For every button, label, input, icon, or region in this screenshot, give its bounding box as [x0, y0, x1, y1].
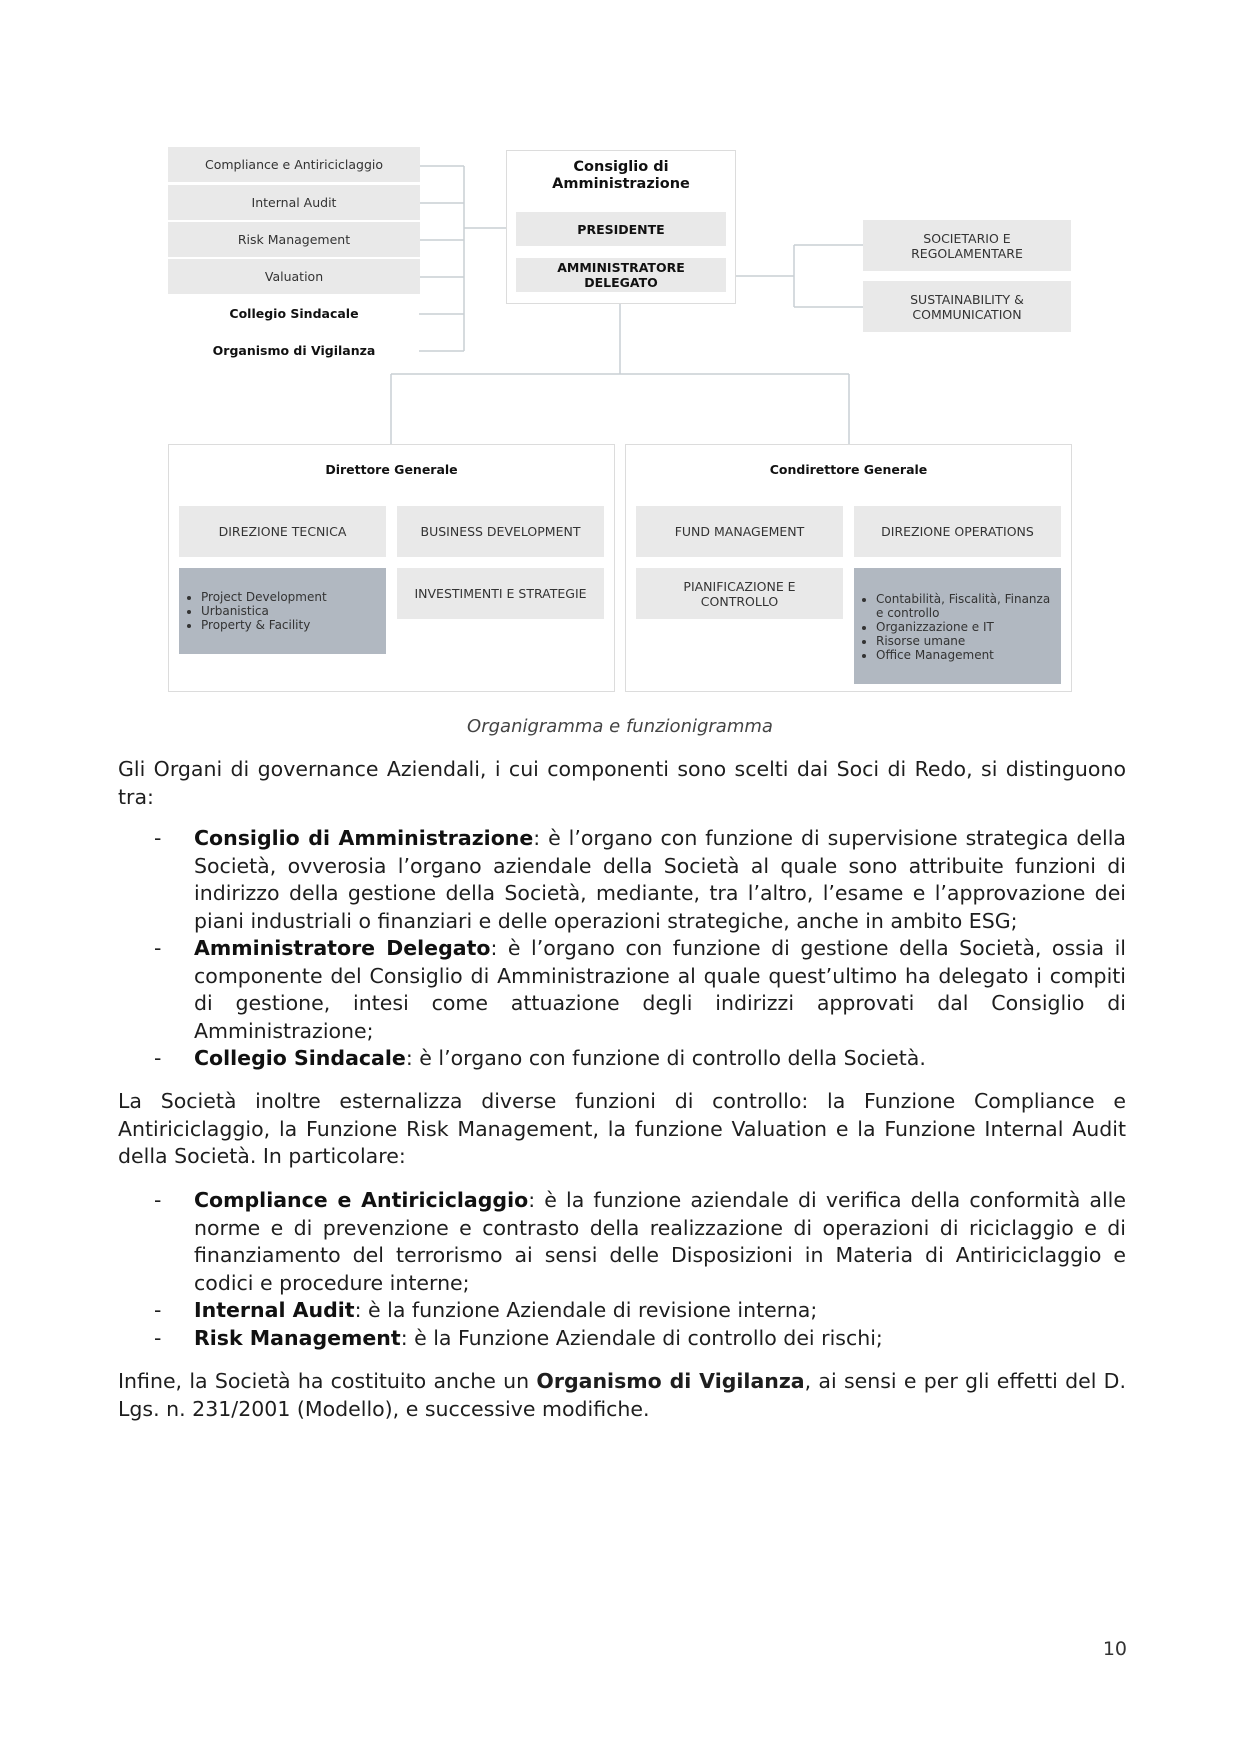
- functions-list: [118, 1187, 1126, 1352]
- final-before: Infine, la Società ha costituito anche un: [118, 1369, 537, 1393]
- intro-text: Gli Organi di governance Aziendali, i cui componenti sono scelti dai Soci di Redo, si distinguono tra:: [118, 757, 1126, 809]
- collegio-sindacale-label: Collegio Sindacale: [229, 306, 359, 321]
- list-item: • Project Development: [201, 590, 327, 604]
- desc: : è l’organo con funzione di gestione della Società, ossia il componente del Consiglio di Amministrazione al quale quest’ultimo ha delegato i compiti di gestione, intesi come attuazione degli indirizzi approvati dal Consiglio di Amministrazione;: [194, 936, 1126, 1043]
- risk-management-box: Risk Management: [168, 222, 420, 257]
- president-box: PRESIDENTE: [516, 212, 726, 246]
- dg-bullets-box: [179, 568, 386, 654]
- cdg-title: Condirettore Generale: [769, 462, 928, 477]
- desc: : è la funzione aziendale di verifica della conformità alle norme e di prevenzione e contrasto della realizzazione di operazioni di riciclaggio e di finanziamento del terrorismo ai sensi delle Disposizioni in Materia di Antiriciclaggio e codici e procedure interne;: [194, 1188, 1126, 1295]
- final-text: [118, 1368, 1126, 1423]
- dash: -: [154, 1046, 162, 1070]
- list-item: [118, 1187, 1126, 1297]
- list-item: • Organizzazione e IT: [876, 620, 1055, 634]
- term: Consiglio di Amministrazione: [194, 826, 534, 850]
- valuation-box: Valuation: [168, 259, 420, 294]
- desc: : è la funzione Aziendale di revisione interna;: [354, 1298, 818, 1322]
- term: Risk Management: [194, 1325, 401, 1350]
- organismo-vigilanza-label: Organismo di Vigilanza: [212, 343, 376, 358]
- dash: -: [154, 1298, 162, 1322]
- compliance-box: Compliance e Antiriciclaggio: [168, 147, 420, 182]
- dash: -: [154, 826, 162, 850]
- chart-caption: Organigramma e funzionigramma: [467, 716, 773, 737]
- direzione-tecnica-box: DIREZIONE TECNICA: [179, 506, 386, 557]
- final-after: , ai sensi e per gli effetti del D. Lgs. n. 231/2001 (Modello), e successive modifiche.: [118, 1369, 1126, 1421]
- list-item: • Property & Facility: [201, 618, 327, 632]
- societario-box: SOCIETARIO E REGOLAMENTARE: [863, 220, 1071, 271]
- internal-audit-box: Internal Audit: [168, 185, 420, 220]
- term: Collegio Sindacale: [194, 1046, 406, 1070]
- list-item: [118, 935, 1126, 1045]
- sustainability-box: SUSTAINABILITY & COMMUNICATION: [863, 281, 1071, 332]
- desc: : è l’organo con funzione di controllo della Società.: [405, 1046, 926, 1070]
- fund-management-box: FUND MANAGEMENT: [636, 506, 843, 557]
- intro-paragraph: [118, 756, 1126, 811]
- board-title: Consiglio di Amministrazione: [552, 158, 690, 192]
- desc: : è l’organo con funzione di supervisione strategica della Società, ovverosia l’organo aziendale della Società al quale sono attribuite funzioni di indirizzo della gestione della Società, mediante, tra l’altro, l’esame e l’approvazione dei piani industriali o finanziari e delle operazioni strategiche, anche in ambito ESG;: [194, 826, 1126, 933]
- final-paragraph: [118, 1368, 1126, 1423]
- direzione-operations-box: DIREZIONE OPERATIONS: [854, 506, 1061, 557]
- list-item: [118, 1325, 1126, 1353]
- dash: -: [154, 1188, 162, 1212]
- cdg-bullets-box: [854, 568, 1061, 684]
- dash: -: [154, 936, 162, 960]
- ceo-box: AMMINISTRATORE DELEGATO: [516, 258, 726, 292]
- page-number: 10: [1102, 1638, 1127, 1660]
- investimenti-box: INVESTIMENTI E STRATEGIE: [397, 568, 604, 619]
- controls-text: La Società inoltre esternalizza diverse funzioni di controllo: la Funzione Compliance e Antiriciclaggio, la Funzione Risk Management, la funzione Valuation e la Funzione Internal Audit della Società. In particolare:: [118, 1089, 1126, 1168]
- term: Compliance e Antiriciclaggio: [194, 1188, 529, 1212]
- list-item: • Contabilità, Fiscalità, Finanza e controllo: [876, 592, 1055, 620]
- list-item: [118, 1045, 1126, 1073]
- desc: : è la Funzione Aziendale di controllo dei rischi;: [400, 1325, 883, 1350]
- dg-title: Direttore Generale: [325, 462, 458, 477]
- org-chart: [0, 0, 1240, 720]
- list-item: [118, 825, 1126, 935]
- controls-paragraph: [118, 1088, 1126, 1171]
- list-item: [118, 1297, 1126, 1325]
- term: Organismo di Vigilanza: [536, 1369, 805, 1393]
- list-item: • Urbanistica: [201, 604, 327, 618]
- pianificazione-box: PIANIFICAZIONE E CONTROLLO: [636, 568, 843, 619]
- business-development-box: BUSINESS DEVELOPMENT: [397, 506, 604, 557]
- list-item: • Risorse umane: [876, 634, 1055, 648]
- dash: -: [154, 1325, 162, 1350]
- term: Internal Audit: [194, 1298, 355, 1322]
- term: Amministratore Delegato: [194, 936, 491, 960]
- list-item: • Office Management: [876, 648, 1055, 662]
- organs-list: [118, 825, 1126, 1073]
